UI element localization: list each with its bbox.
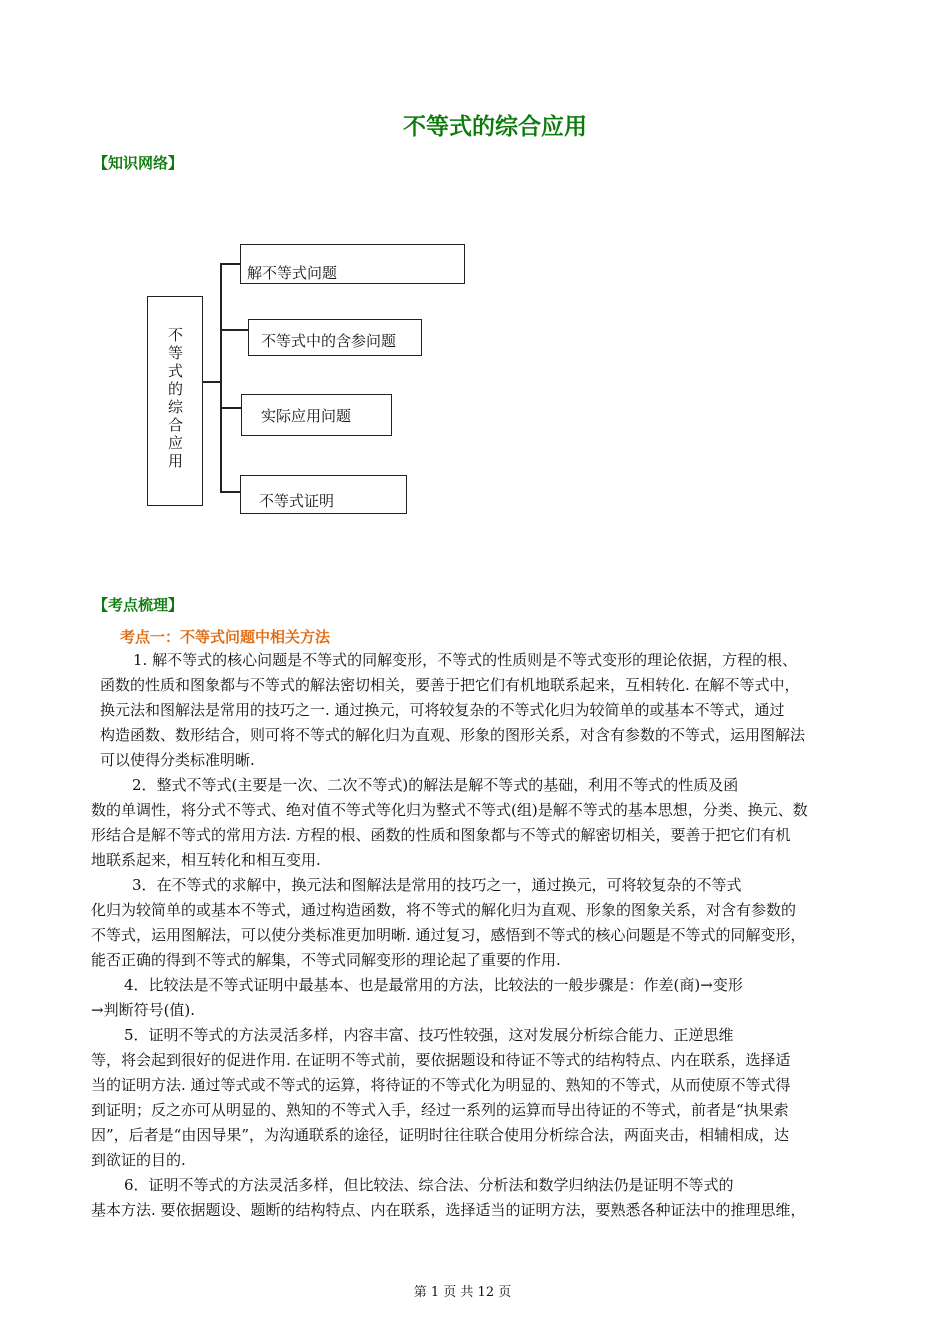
connector-branch-1 xyxy=(220,263,240,265)
section-heading-knowledge-network: 【知识网络】 xyxy=(93,154,184,172)
text-line: 化归为较简单的或基本不等式，通过构造函数，将不等式的解化归为直观、形象的图象关系，对含有参数的 xyxy=(91,901,797,919)
connector-branch-2 xyxy=(220,329,248,331)
diagram-branch-box-3 xyxy=(241,394,392,436)
text-line: 2．整式不等式(主要是一次、二次不等式)的解法是解不等式的基础，利用不等式的性质及函 xyxy=(132,776,739,794)
diagram-root-label: 不等式的综合应用 xyxy=(166,327,184,471)
diagram-branch-label: 解不等式问题 xyxy=(247,264,338,282)
text-line: 等，将会起到很好的促进作用. 在证明不等式前，要依据题设和待证不等式的结构特点、内在联系，选择适 xyxy=(91,1051,791,1069)
text-line: 可以使得分类标准明晰. xyxy=(100,751,255,769)
diagram-branch-label: 不等式中的含参问题 xyxy=(261,332,397,350)
page-footer: 第 1 页 共 12 页 xyxy=(413,1285,512,1300)
diagram-branch-box-4 xyxy=(240,475,407,514)
text-line: 形结合是解不等式的常用方法. 方程的根、函数的性质和图象都与不等式的解密切相关，要善于把它们有机 xyxy=(91,826,791,844)
text-line: 到证明；反之亦可从明显的、熟知的不等式入手，经过一系列的运算而导出待证的不等式，前者是“执果索 xyxy=(91,1101,789,1119)
text-line: 能否正确的得到不等式的解集，不等式同解变形的理论起了重要的作用. xyxy=(91,951,561,969)
diagram-branch-label: 实际应用问题 xyxy=(261,407,352,425)
text-line: →判断符号(值). xyxy=(91,1001,196,1019)
text-line: 5．证明不等式的方法灵活多样，内容丰富、技巧性较强，这对发展分析综合能力、正逆思维 xyxy=(124,1026,734,1044)
page-title: 不等式的综合应用 xyxy=(403,114,587,140)
text-line: 因”，后者是“由因导果”，为沟通联系的途径，证明时往往联合使用分析综合法，两面夹击，相辅相成，达 xyxy=(91,1126,790,1144)
text-line: 不等式，运用图解法，可以使分类标准更加明晰. 通过复习，感悟到不等式的核心问题是不等式的同解变形， xyxy=(91,926,806,944)
text-line: 换元法和图解法是常用的技巧之一. 通过换元，可将较复杂的不等式化归为较简单的或基本不等式，通过 xyxy=(100,701,785,719)
text-line: 3．在不等式的求解中，换元法和图解法是常用的技巧之一，通过换元，可将较复杂的不等式 xyxy=(132,876,742,894)
text-line: 4．比较法是不等式证明中最基本、也是最常用的方法，比较法的一般步骤是：作差(商)→变形 xyxy=(124,976,743,994)
text-line: 基本方法. 要依据题设、题断的结构特点、内在联系，选择适当的证明方法，要熟悉各种证法中的推理思维， xyxy=(91,1201,806,1219)
text-line: 函数的性质和图象都与不等式的解法密切相关，要善于把它们有机地联系起来，互相转化. 在解不等式中， xyxy=(100,676,800,694)
connector-branch-4 xyxy=(220,491,241,493)
text-line: 地联系起来，相互转化和相互变用. xyxy=(91,851,321,869)
diagram-branch-box-2 xyxy=(248,319,422,356)
diagram-root-box xyxy=(147,296,203,506)
connector-root xyxy=(203,381,221,383)
text-line: 1. 解不等式的核心问题是不等式的同解变形，不等式的性质则是不等式变形的理论依据，方程的根、 xyxy=(133,651,798,669)
diagram-branch-label: 不等式证明 xyxy=(259,492,335,510)
section-heading-key-points: 【考点梳理】 xyxy=(93,596,184,614)
text-line: 当的证明方法. 通过等式或不等式的运算，将待证的不等式化为明显的、熟知的不等式，从而使原不等式得 xyxy=(91,1076,791,1094)
text-line: 到欲证的目的. xyxy=(91,1151,186,1169)
text-line: 构造函数、数形结合，则可将不等式的解化归为直观、形象的图形关系，对含有参数的不等式，运用图解法 xyxy=(100,726,806,744)
text-line: 6．证明不等式的方法灵活多样，但比较法、综合法、分析法和数学归纳法仍是证明不等式的 xyxy=(124,1176,734,1194)
subsection-heading: 考点一：不等式问题中相关方法 xyxy=(120,628,331,646)
connector-branch-3 xyxy=(220,407,241,409)
connector-trunk xyxy=(220,263,222,492)
text-line: 数的单调性，将分式不等式、绝对值不等式等化归为整式不等式(组)是解不等式的基本思想，分类、换元、数 xyxy=(91,801,808,819)
diagram-branch-box-1 xyxy=(240,244,465,284)
